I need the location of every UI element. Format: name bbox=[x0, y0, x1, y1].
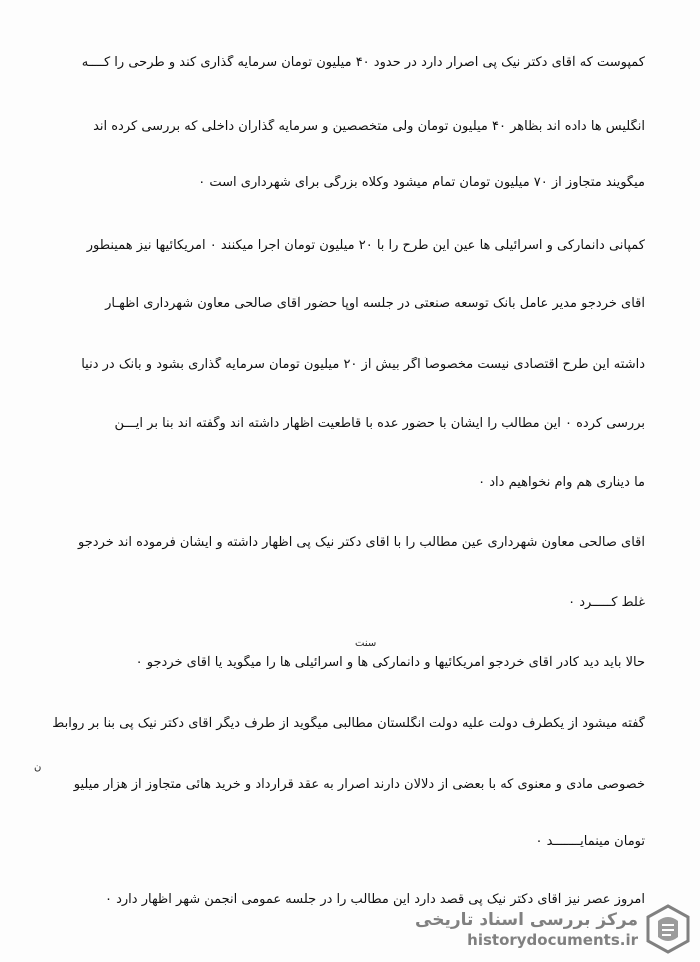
text-line-4: کمپانی دانمارکی و اسرائیلی ها عین این طرح را با ۲۰ میلیون تومان اجرا میکنند ۰ امریکائیها نیز همینطور bbox=[86, 238, 645, 253]
watermark-text bbox=[415, 909, 638, 949]
archive-watermark bbox=[392, 900, 692, 958]
text-line-10: غلط کـــــرد ۰ bbox=[568, 595, 645, 610]
handwritten-note-2: ن bbox=[34, 762, 42, 773]
text-line-11: حالا باید دید کادر آقای خردجو آمریکائیها و دانمارکی ها و اسرائیلی ها را میگوید یا آقای خردجو ۰ bbox=[135, 655, 645, 670]
text-line-8: ما دیناری هم وام نخواهیم داد ۰ bbox=[478, 475, 645, 490]
handwritten-note-1: سنت bbox=[355, 638, 377, 649]
text-line-2: انگلیس ها داده اند بظاهر ۴۰ میلیون تومان ولی متخصصین و سرمایه گذاران داخلی که بررسی کرده اند bbox=[93, 119, 645, 134]
text-line-1: کمپوست که آقای دکتر نیک پی اصرار دارد در حدود ۴۰ میلیون تومان سرمایه گذاری کند و طرحی را کــــه bbox=[81, 55, 645, 70]
archive-logo-icon bbox=[644, 903, 692, 955]
text-line-5: آقای خردجو مدیر عامل بانک توسعه صنعتی در جلسه اوپا حضور آقای صالحی معاون شهرداری اظهـار bbox=[105, 296, 645, 311]
text-line-6: داشته این طرح اقتصادی نیست مخصوصاً اگر بیش از ۲۰ میلیون تومان سرمایه گذاری بشود و بانک در دنیا bbox=[81, 357, 645, 372]
text-line-7: بررسی کرده ۰ این مطالب را ایشان با حضور عده با قاطعیت اظهار داشته اند وگفته اند بنا بر ایـــن bbox=[114, 416, 645, 431]
text-line-9: آقای صالحی معاون شهرداری عین مطالب را با آقای دکتر نیک پی اظهار داشته و ایشان فرموده اند خردجو bbox=[78, 535, 645, 550]
text-line-15: امروز عصر نیز آقای دکتر نیک پی قصد دارد این مطالب را در جلسه عمومی انجمن شهر اظهار دارد ۰ bbox=[104, 892, 645, 907]
watermark-title: مرکز بررسی اسناد تاریخی bbox=[415, 910, 638, 930]
text-line-3: میگویند متجاوز از ۷۰ میلیون تومان تمام میشود وکلاه بزرگی برای شهرداری است ۰ bbox=[198, 175, 645, 190]
text-line-12: گفته میشود از یکطرف دولت علیه دولت انگلستان مطالبی میگوید از طرف دیگر آقای دکتر نیک پی بنا بر روابط bbox=[52, 716, 645, 731]
text-line-13: خصوصی مادی و معنوی که با بعضی از دلالان دارند اصرار به عقد قرارداد و خرید هائی متجاوز از هزار میلیو bbox=[73, 777, 645, 792]
text-line-14: تومان مینمایـــــــد ۰ bbox=[535, 834, 645, 849]
watermark-url: historydocuments.ir bbox=[467, 931, 638, 949]
